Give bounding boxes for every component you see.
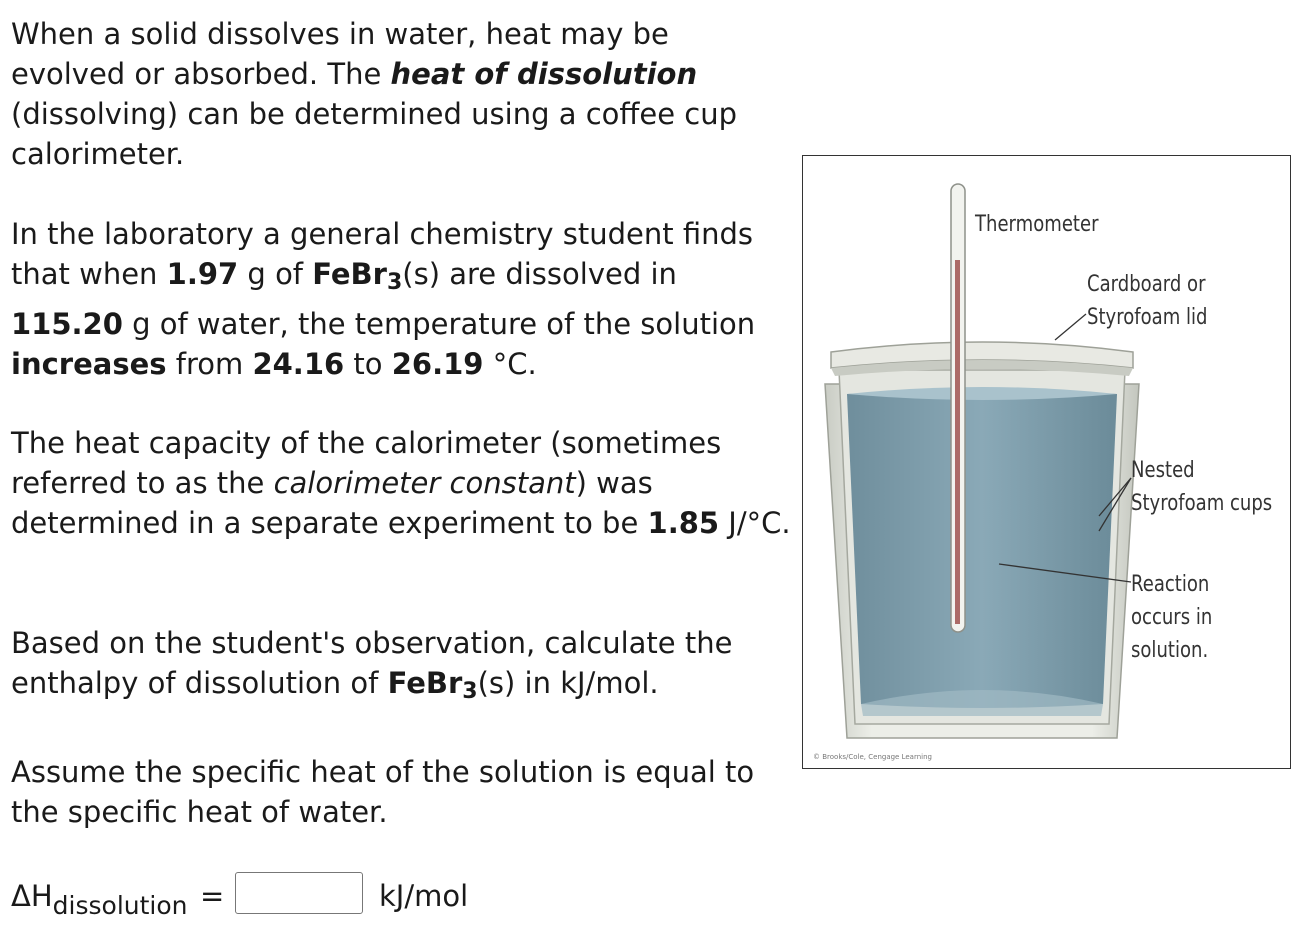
final-temperature-value: 26.19	[391, 347, 484, 381]
equals-sign: =	[200, 879, 225, 913]
label-lid-line1: Cardboard or	[1087, 272, 1206, 297]
question-paragraph	[11, 623, 791, 703]
constant-text-3: J/°C.	[719, 506, 791, 540]
dissolution-subscript: dissolution	[52, 891, 188, 920]
answer-unit: kJ/mol	[379, 879, 469, 913]
calorimeter-illustration	[803, 156, 1291, 769]
image-credit: © Brooks/Cole, Cengage Learning	[813, 753, 932, 761]
lab-text-6: to	[344, 347, 392, 381]
calorimeter-constant-value: 1.85	[647, 506, 720, 540]
label-reaction-line2: occurs in	[1131, 605, 1213, 630]
water-solution	[847, 390, 1117, 708]
label-reaction-line3: solution.	[1131, 638, 1209, 663]
lab-text-3: (s) are dissolved in	[402, 257, 677, 291]
compound-subscript: 3	[386, 270, 403, 295]
assumption-paragraph: Assume the specific heat of the solution is equal to the specific heat of water.	[11, 755, 755, 829]
label-cups-line2: Styrofoam cups	[1131, 491, 1273, 516]
constant-text-1: The heat capacity of the calorimeter (sometimes referred to as the	[11, 426, 722, 500]
lab-paragraph	[11, 214, 791, 384]
thermometer-liquid	[955, 260, 960, 624]
lab-text-7: °C.	[483, 347, 537, 381]
lab-text-4: g of water, the temperature of the solution	[122, 307, 756, 341]
lab-text-2: g of	[238, 257, 313, 291]
intro-text-2: (dissolving) can be determined using a coffee cup calorimeter.	[11, 97, 737, 171]
answer-row	[11, 870, 791, 930]
compound-formula: FeBr	[387, 666, 463, 700]
label-lid-line2: Styrofoam lid	[1087, 305, 1208, 330]
heat-of-dissolution-term: heat of dissolution	[390, 57, 698, 91]
answer-input[interactable]	[235, 872, 363, 914]
initial-temperature-value: 24.16	[252, 347, 345, 381]
temperature-direction: increases	[11, 347, 167, 381]
constant-text-2: ) was determined in a separate experiment to be	[11, 466, 653, 540]
intro-text-1: When a solid dissolves in water, heat may be evolved or absorbed. The	[11, 17, 669, 91]
calorimeter-constant-paragraph	[11, 423, 791, 543]
question-text-2: (s) in kJ/mol.	[477, 666, 659, 700]
label-thermometer: Thermometer	[975, 212, 1099, 237]
compound-formula: FeBr	[312, 257, 387, 291]
delta-h-symbol: ΔH	[11, 879, 53, 913]
water-mass-value: 115.20	[11, 307, 123, 341]
lab-text-1: In the laboratory a general chemistry student finds that when	[11, 217, 753, 291]
enthalpy-label	[11, 876, 188, 926]
lab-text-5: from	[166, 347, 253, 381]
question-text-1: Based on the student's observation, calculate the enthalpy of dissolution of	[11, 626, 733, 700]
intro-paragraph	[11, 14, 791, 174]
compound-subscript: 3	[462, 679, 478, 704]
solute-mass-value: 1.97	[166, 257, 239, 291]
calorimeter-figure	[802, 155, 1291, 769]
label-reaction-line1: Reaction	[1131, 572, 1210, 597]
calorimeter-constant-term: calorimeter constant	[273, 466, 576, 500]
label-cups-line1: Nested	[1131, 458, 1195, 483]
